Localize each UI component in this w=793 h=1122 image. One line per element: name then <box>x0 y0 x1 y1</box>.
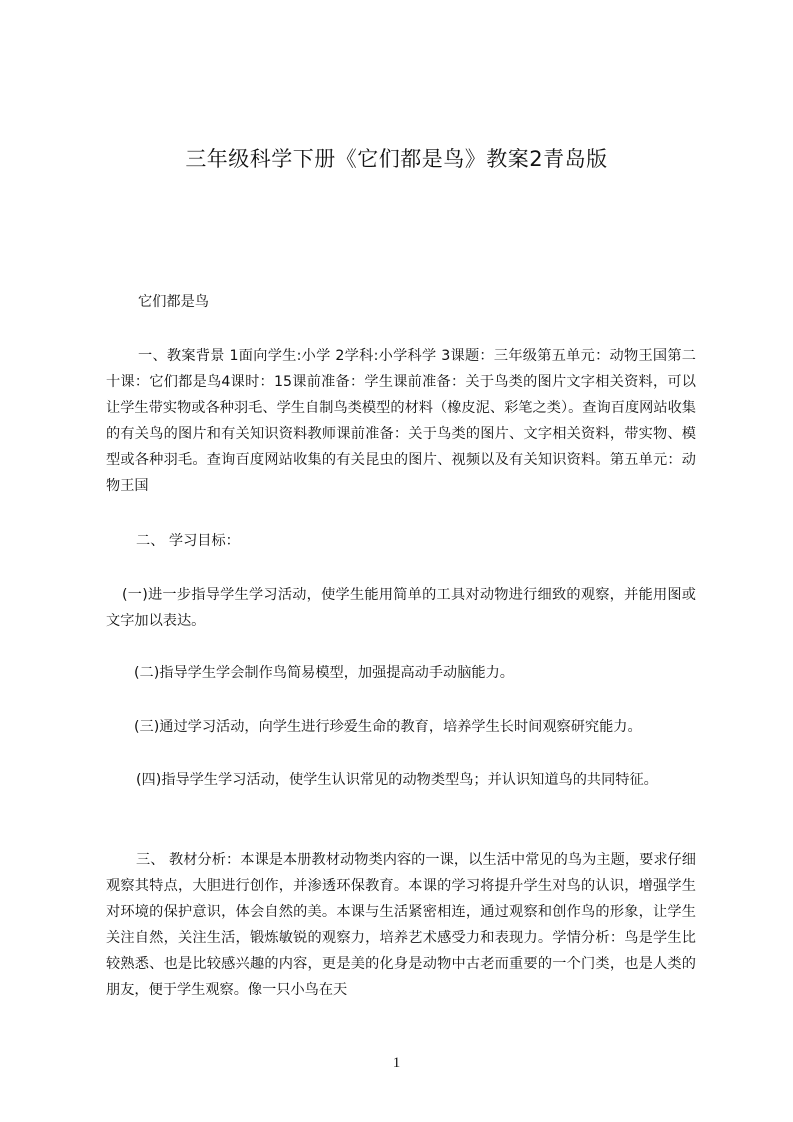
goal-item-3: (三)通过学习活动，向学生进行珍爱生命的教育，培养学生长时间观察研究能力。 <box>134 719 642 735</box>
paragraph-analysis: 三、 教材分析：本课是本册教材动物类内容的一课，以生活中常见的鸟为主题，要求仔细观察其特点，大胆进行创作，并渗透环保教育。本课的学习将提升学生对鸟的认识，增强学生对环境的保护意识，体会自然的美。本课与生活紧密相连，通过观察和创作鸟的形象，让学生关注自然，关注生活，锻炼敏锐的观察力，培养艺术感受力和表现力。学情分析：鸟是学生比较熟悉、也是比较感兴趣的内容，更是美的化身是动物中古老而重要的一个门类，也是人类的朋友，便于学生观察。像一只小鸟在天 <box>106 852 696 998</box>
page-number: 1 <box>392 1055 401 1071</box>
paragraph-background: 一、教案背景 1面向学生:小学 2学科:小学科学 3课题：三年级第五单元：动物王国第二十课：它们都是鸟4课时：15课前准备：学生课前准备：关于鸟类的图片文字相关资料，可以让学生带实物或各种羽毛、学生自制鸟类模型的材料（橡皮泥、彩笔之类）。查询百度网站收集的有关鸟的图片和有关知识资料教师课前准备：关于鸟类的图片、文字相关资料，带实物、模型或各种羽毛。查询百度网站收集的有关昆虫的图片、视频以及有关知识资料。第五单元：动物王国 <box>106 348 696 494</box>
goal-item-4: (四)指导学生学习活动，使学生认识常见的动物类型鸟；并认识知道鸟的共同特征。 <box>136 772 658 788</box>
document-title: 三年级科学下册《它们都是鸟》教案2青岛版 <box>185 147 608 171</box>
section-heading: 它们都是鸟 <box>138 294 209 310</box>
goal-item-2: (二)指导学生学会制作鸟简易模型，加强提高动手动脑能力。 <box>134 665 514 681</box>
goal-item-1: (一)进一步指导学生学习活动，使学生能用简单的工具对动物进行细致的观察，并能用图或文字加以表达。 <box>106 587 696 629</box>
goals-heading: 二、 学习目标： <box>136 533 240 549</box>
